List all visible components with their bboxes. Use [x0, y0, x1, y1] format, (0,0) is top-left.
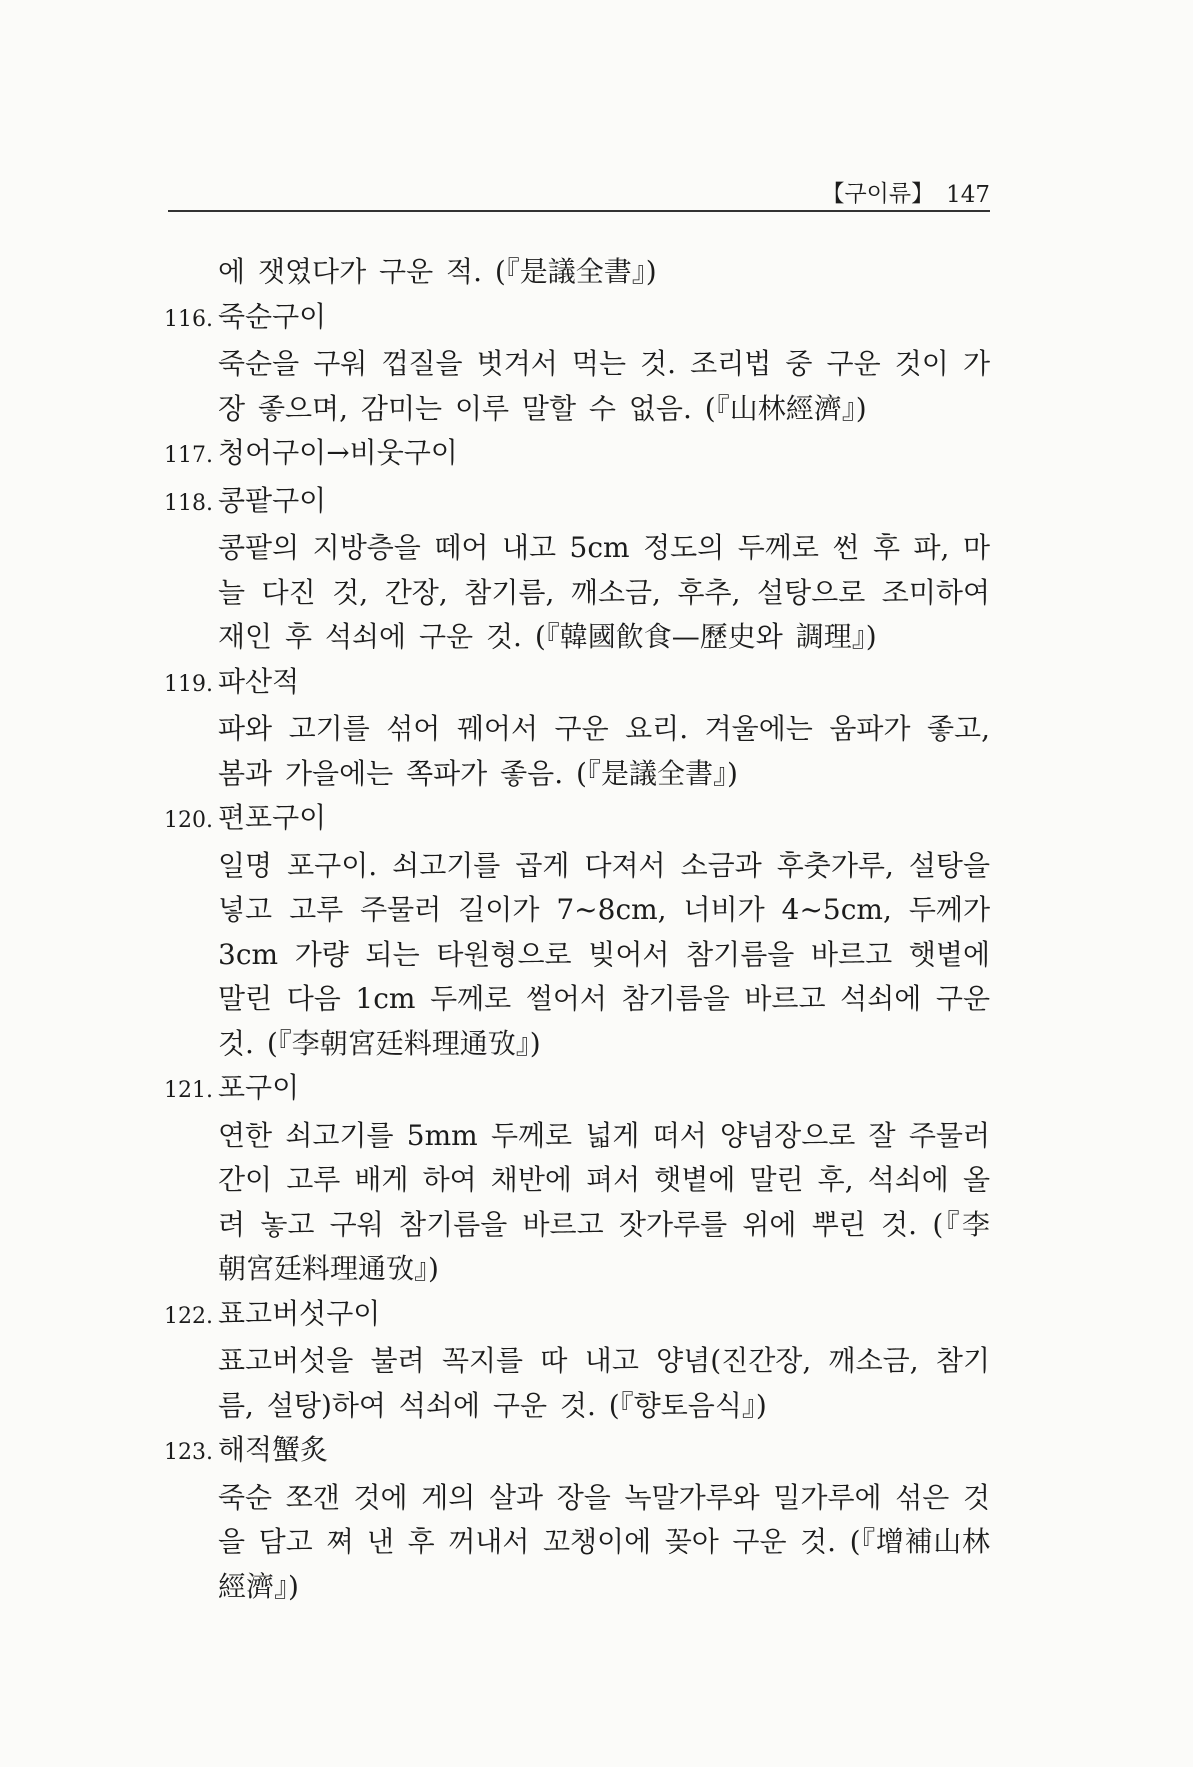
page-number: 147 — [946, 182, 990, 208]
section-label: 【구이류】 — [821, 181, 935, 207]
entry-number: 117. — [164, 443, 213, 468]
entry-text: 표고버섯을 불려 꼭지를 따 내고 양념(진간장, 깨소금, 참기름, 설탕)하여 석쇠에 구운 것. (『향토음식』) — [218, 1344, 990, 1422]
entry-heading — [164, 479, 990, 527]
entry — [160, 796, 990, 1066]
entry — [160, 1292, 990, 1429]
entry — [160, 1066, 990, 1292]
entry-text: 죽순 쪼갠 것에 게의 살과 장을 녹말가루와 밀가루에 섞은 것을 담고 쪄 낸 후 꺼내서 꼬챙이에 꽂아 구운 것. (『增補山林經濟』) — [218, 1480, 990, 1603]
entry-heading — [164, 1292, 990, 1340]
entry-number: 121. — [164, 1078, 213, 1103]
entry-title: 청어구이→비웃구이 — [218, 436, 458, 469]
entry-text: 파와 고기를 섞어 꿰어서 구운 요리. 겨울에는 움파가 좋고, 봄과 가을에는 쪽파가 좋음. (『是議全書』) — [218, 712, 990, 790]
entry-text: 죽순을 구워 껍질을 벗겨서 먹는 것. 조리법 중 구운 것이 가장 좋으며, 감미는 이루 말할 수 없음. (『山林經濟』) — [218, 347, 990, 425]
entry-title: 죽순구이 — [218, 299, 327, 333]
entry-heading — [164, 1066, 990, 1114]
entry-text: 일명 포구이. 쇠고기를 곱게 다져서 소금과 후춧가루, 설탕을 넣고 고루 주물러 길이가 7~8cm, 너비가 4~5cm, 두께가 3cm 가량 되는 타원형으로 빚어서 참기름을 바르고 햇볕에 말린 다음 1cm 두께로 썰어서 참기름을 바르고 석쇠에 구운 것. (『李朝宮廷料理通攷』) — [218, 848, 990, 1060]
entry-number: 122. — [164, 1303, 213, 1329]
entry-heading — [164, 1428, 990, 1476]
entry-title: 콩팥구이 — [218, 483, 327, 517]
entry-title: 포구이 — [218, 1071, 300, 1104]
entry-title: 파산적 — [218, 664, 300, 698]
entry-number: 116. — [164, 306, 213, 332]
entry — [160, 431, 990, 479]
entry — [160, 660, 990, 797]
entry-heading — [164, 660, 990, 708]
entry-text: 연한 쇠고기를 5mm 두께로 넓게 떠서 양념장으로 잘 주물러 간이 고루 배게 하여 채반에 펴서 햇볕에 말린 후, 석쇠에 올려 놓고 구워 참기름을 바르고 잣가루를 위에 뿌린 것. (『李朝宮廷料理通攷』) — [218, 1118, 990, 1285]
entry — [160, 479, 990, 660]
continuation-text: 에 잿였다가 구운 적. (『是議全書』) — [218, 255, 657, 288]
entry-number: 120. — [164, 808, 213, 833]
header-rule — [168, 210, 990, 212]
entry — [160, 1428, 990, 1609]
entry-heading — [164, 431, 990, 479]
entry-title: 표고버섯구이 — [218, 1296, 381, 1330]
entry-number: 119. — [164, 671, 213, 697]
entry-title: 해적蟹炙 — [218, 1433, 329, 1466]
entry — [160, 295, 990, 432]
running-header — [168, 172, 990, 208]
entry-title: 편포구이 — [218, 801, 327, 834]
entry-text: 콩팥의 지방층을 떼어 내고 5cm 정도의 두께로 썬 후 파, 마늘 다진 것, 간장, 참기름, 깨소금, 후추, 설탕으로 조미하여 재인 후 석쇠에 구운 것. (『韓國飮食—歷史와 調理』) — [218, 531, 990, 653]
entry-heading — [164, 295, 990, 343]
entry-number: 118. — [164, 490, 213, 516]
entry-number: 123. — [164, 1440, 213, 1465]
page-content — [160, 250, 990, 1609]
entry-heading — [164, 796, 990, 844]
